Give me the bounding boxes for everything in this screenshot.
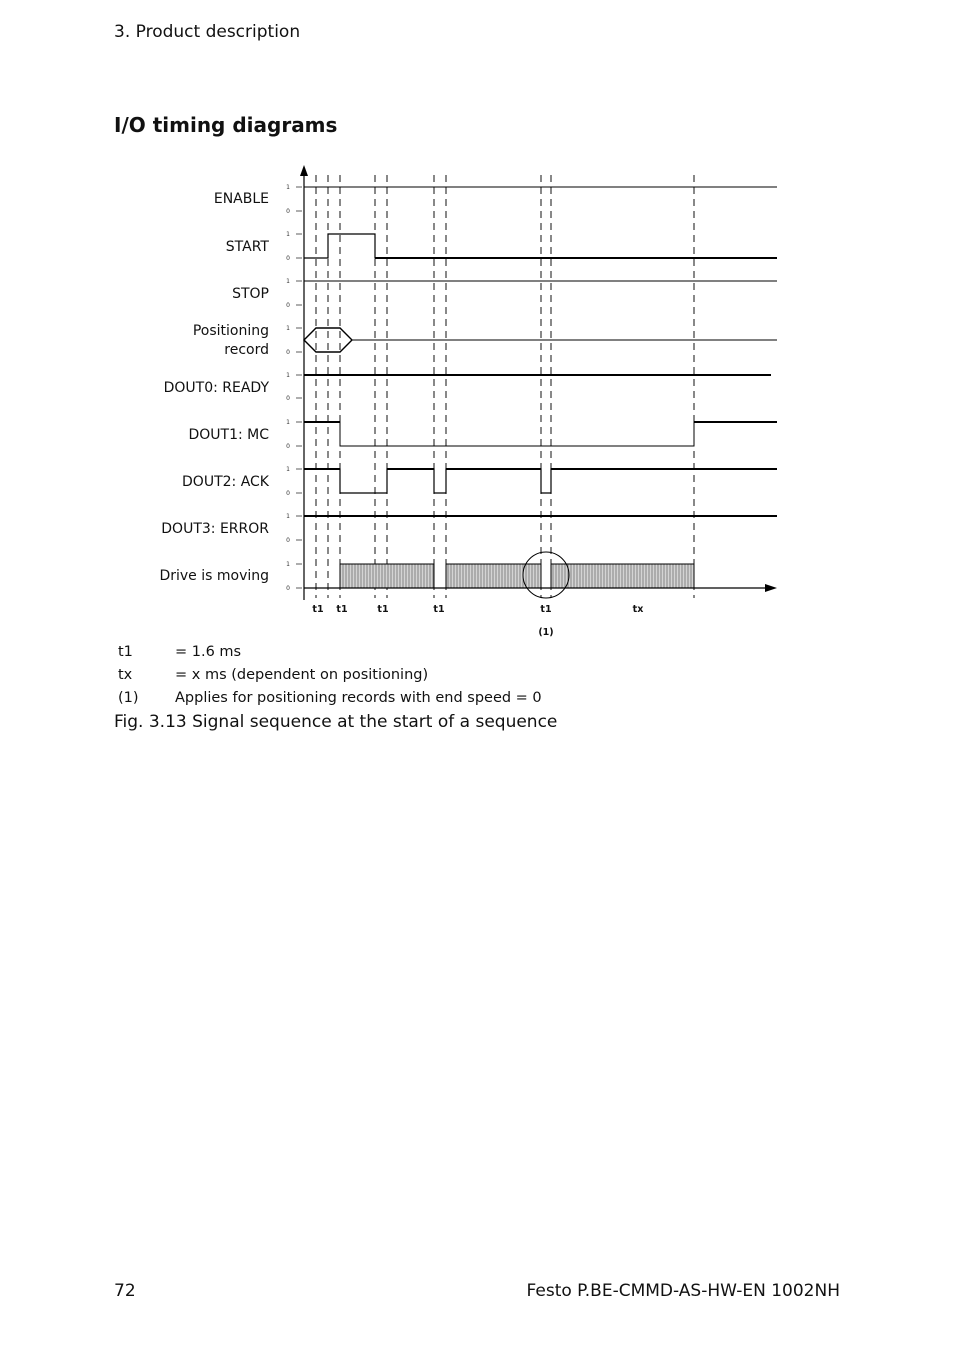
- level-low-mark: 0: [286, 208, 290, 215]
- signal-label-start: START: [225, 239, 269, 255]
- level-high-mark: 1: [286, 561, 290, 568]
- level-low-mark: 0: [286, 255, 290, 262]
- page-title: I/O timing diagrams: [114, 113, 338, 137]
- legend-key-note: (1): [118, 690, 139, 706]
- level-high-mark: 1: [286, 466, 290, 473]
- signal-labels: [159, 191, 269, 584]
- signal-label-posrec: record: [224, 342, 269, 358]
- level-low-mark: 0: [286, 490, 290, 497]
- timing-diagram: [0, 0, 954, 660]
- signal-label-posrec: Positioning: [192, 323, 269, 339]
- time-label-t1: t1: [540, 604, 552, 615]
- legend-value-t1: = 1.6 ms: [175, 644, 242, 660]
- level-low-mark: 0: [286, 537, 290, 544]
- signal-label-moving: Drive is moving: [159, 568, 269, 584]
- time-axis-arrow: [765, 584, 777, 592]
- drive-moving-block: [340, 564, 434, 588]
- note-marker-label: (1): [538, 627, 554, 638]
- level-high-mark: 1: [286, 184, 290, 191]
- time-label-t1: t1: [336, 604, 348, 615]
- time-label-t1: t1: [377, 604, 389, 615]
- time-label-t1: t1: [312, 604, 324, 615]
- level-high-mark: 1: [286, 513, 290, 520]
- level-low-mark: 0: [286, 349, 290, 356]
- legend-value-tx: = x ms (dependent on positioning): [175, 667, 429, 683]
- level-high-mark: 1: [286, 278, 290, 285]
- level-low-mark: 0: [286, 585, 290, 592]
- level-high-mark: 1: [286, 231, 290, 238]
- signal-label-ready: DOUT0: READY: [163, 380, 269, 396]
- time-label-tx: tx: [632, 604, 644, 615]
- document-id: Festo P.BE-CMMD-AS-HW-EN 1002NH: [526, 1281, 840, 1301]
- signal-label-error: DOUT3: ERROR: [161, 521, 269, 537]
- drive-moving-block: [551, 564, 694, 588]
- drive-moving-block: [446, 564, 541, 588]
- legend-value-note: Applies for positioning records with end speed = 0: [175, 690, 542, 706]
- signal-label-stop: STOP: [232, 286, 269, 302]
- time-label-t1: t1: [433, 604, 445, 615]
- timing-grid: [286, 175, 694, 598]
- level-low-mark: 0: [286, 443, 290, 450]
- signal-label-enable: ENABLE: [213, 191, 269, 207]
- level-high-mark: 1: [286, 325, 290, 332]
- level-low-mark: 0: [286, 302, 290, 309]
- level-low-mark: 0: [286, 395, 290, 402]
- vertical-axis-arrow: [300, 165, 308, 176]
- legend-key-t1: t1: [118, 644, 133, 660]
- signal-label-ack: DOUT2: ACK: [182, 474, 269, 490]
- section-header: 3. Product description: [114, 22, 301, 42]
- level-high-mark: 1: [286, 372, 290, 379]
- level-high-mark: 1: [286, 419, 290, 426]
- legend-key-tx: tx: [118, 667, 133, 683]
- figure-caption: Fig. 3.13 Signal sequence at the start of a sequence: [114, 712, 558, 732]
- page-number: 72: [114, 1281, 136, 1301]
- signal-label-mc: DOUT1: MC: [188, 427, 269, 443]
